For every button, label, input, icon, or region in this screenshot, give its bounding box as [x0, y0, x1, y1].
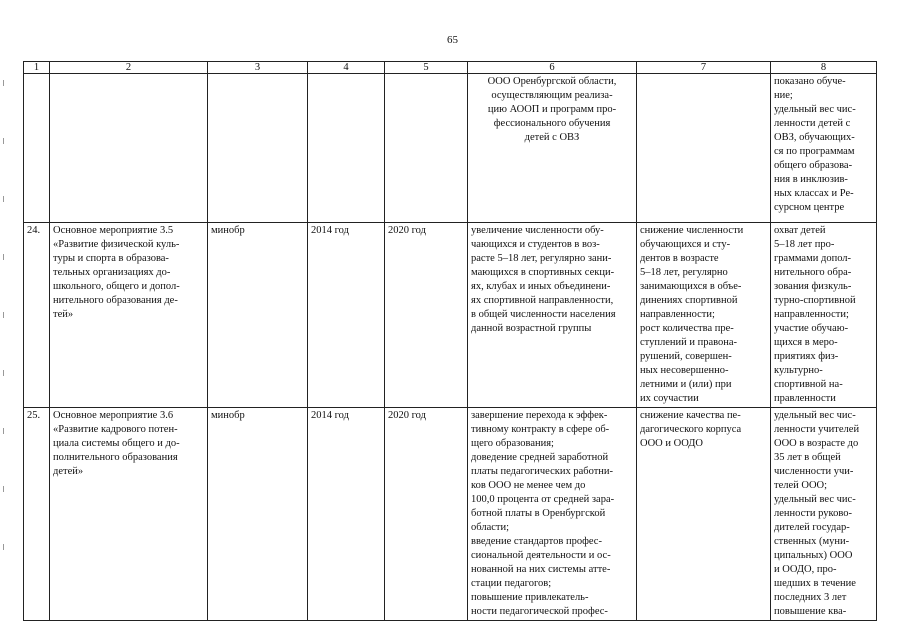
measures-table: [23, 61, 877, 621]
column-number: 5: [385, 62, 468, 74]
expected-result-cell: увеличение численности обу- чающихся и студентов в воз- расте 5–18 лет, регулярно зани- мающихся в спортивных секци- ях, клубах и иных объединени- ях спортивной направленности, в общей численности населения данной возрастной группы: [468, 223, 637, 408]
consequences-cell: снижение численности обучающихся и сту- дентов в возрасте 5–18 лет, регулярно занимающихся в объе- динениях спортивной направленности; рост количества пре- ступлений и правона- рушений, совершен- ных несовершенно- летними и (или) при их соучастии: [637, 223, 771, 408]
end-year-cell: 2020 год: [385, 408, 468, 621]
column-number: 6: [468, 62, 637, 74]
start-year-cell: 2014 год: [308, 408, 385, 621]
page-number: 65: [447, 34, 458, 46]
scan-margin-marks: [3, 80, 7, 600]
indicator-cell: охват детей 5–18 лет про- граммами допол- нительного обра- зования физкуль- турно-спортивной направленности; участие обучаю- щихся в меро- приятиях физ- культурно- спортивной на- правленности: [771, 223, 877, 408]
column-number: 1: [24, 62, 50, 74]
consequences-cell: [637, 74, 771, 223]
column-number-row: [24, 62, 877, 74]
row-number-cell: 25.: [24, 408, 50, 621]
consequences-cell: снижение качества пе- дагогического корпуса ООО и ООДО: [637, 408, 771, 621]
executor-cell: минобр: [208, 223, 308, 408]
row-number-cell: [24, 74, 50, 223]
column-number: 4: [308, 62, 385, 74]
executor-cell: минобр: [208, 408, 308, 621]
indicator-cell: удельный вес чис- ленности учителей ООО в возрасте до 35 лет в общей численности учи- телей ООО; удельный вес чис- ленности руково- дителей государ- ственных (муни- ципальных) ООО и ООДО, про- шедших в течение последних 3 лет повышение ква-: [771, 408, 877, 621]
end-year-cell: 2020 год: [385, 223, 468, 408]
measure-name-cell: Основное мероприятие 3.5 «Развитие физической куль- туры и спорта в образова- тельных организациях до- школьного, общего и допол- нительного образования де- тей»: [50, 223, 208, 408]
indicator-cell: показано обуче- ние; удельный вес чис- ленности детей с ОВЗ, обучающих- ся по программам общего образова- ния в инклюзив- ных классах и Ре- сурсном центре: [771, 74, 877, 223]
table-row-25: [24, 408, 877, 621]
measure-name-cell: [50, 74, 208, 223]
measure-name-cell: Основное мероприятие 3.6 «Развитие кадрового потен- циала системы общего и до- полнительного образования детей»: [50, 408, 208, 621]
table-row-continuation: [24, 74, 877, 223]
start-year-cell: [308, 74, 385, 223]
executor-cell: [208, 74, 308, 223]
row-number-cell: 24.: [24, 223, 50, 408]
table-row-24: [24, 223, 877, 408]
column-number: 2: [50, 62, 208, 74]
column-number: 7: [637, 62, 771, 74]
expected-result-cell: ООО Оренбургской области, осуществляющим реализа- цию АООП и программ про- фессионального обучения детей с ОВЗ: [468, 74, 637, 223]
start-year-cell: 2014 год: [308, 223, 385, 408]
end-year-cell: [385, 74, 468, 223]
column-number: 8: [771, 62, 877, 74]
column-number: 3: [208, 62, 308, 74]
expected-result-cell: завершение перехода к эффек- тивному контракту в сфере об- щего образования; доведение средней заработной платы педагогических работни- ков ООО не менее чем до 100,0 процента от средней зара- ботной платы в Оренбургской области; введение стандартов профес- сиональной деятельности и ос- нованной на них системы атте- стации педагогов; повышение привлекатель- ности педагогической профес-: [468, 408, 637, 621]
